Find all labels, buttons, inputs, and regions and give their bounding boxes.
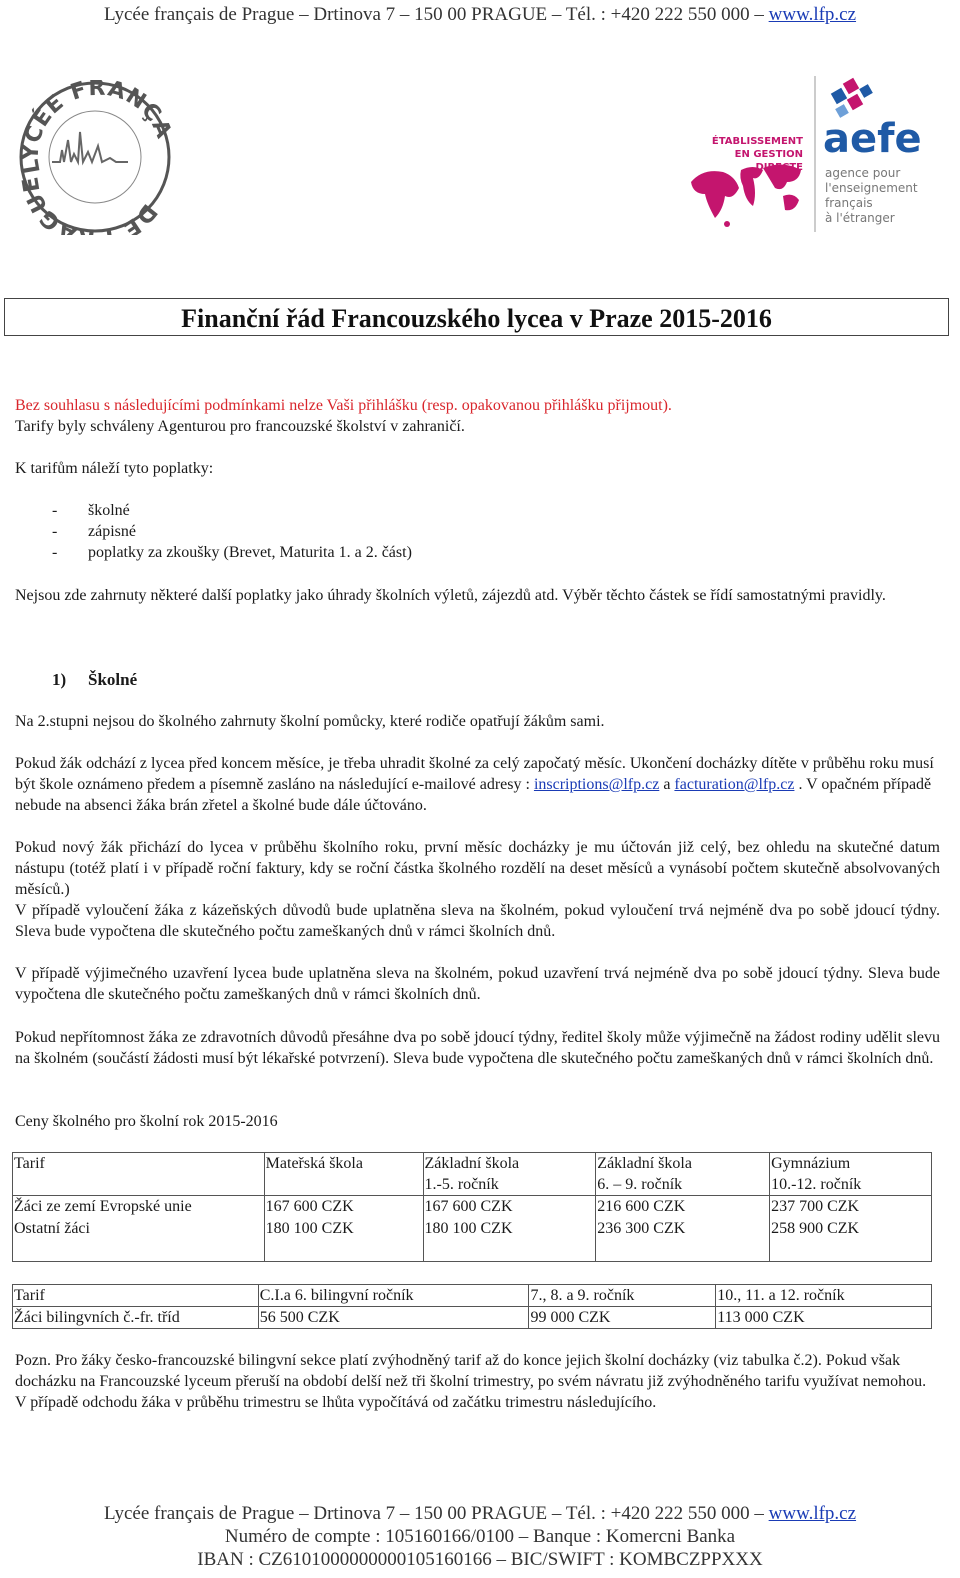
table-cell: 167 600 CZK <box>423 1196 596 1218</box>
table-header-cell: 10., 11. a 12. ročník <box>716 1285 932 1307</box>
table-cell: 180 100 CZK <box>423 1218 596 1262</box>
table-header-cell: Tarif <box>13 1285 259 1307</box>
paragraph-leaving <box>15 753 940 816</box>
table-header-row <box>13 1285 932 1307</box>
table-header-cell: Gymnázium 10.-12. ročník <box>770 1153 932 1196</box>
section-label: Školné <box>88 670 138 689</box>
footer-website-link[interactable]: www.lfp.cz <box>768 1503 857 1524</box>
page-header <box>0 4 960 26</box>
aefe-squares-icon <box>831 78 873 118</box>
leaving-text-b: a <box>659 776 675 793</box>
table-cell: 180 100 CZK <box>264 1218 423 1262</box>
document-title: Finanční řád Francouzského lycea v Praze 2015-2016 <box>4 298 949 336</box>
prices-heading: Ceny školného pro školní rok 2015-2016 <box>15 1113 278 1130</box>
fee-dash: - <box>52 523 58 540</box>
fee-label: školné <box>88 502 130 519</box>
table-cell: 237 700 CZK <box>770 1196 932 1218</box>
aefe-etab-line1: ÉTABLISSEMENT <box>711 136 803 147</box>
page-footer <box>0 1502 960 1571</box>
table-cell: 167 600 CZK <box>264 1196 423 1218</box>
svg-text:LYCÉE FRANÇAIS <box>18 80 173 175</box>
aefe-sub1: agence pour <box>825 166 901 180</box>
paragraph-expulsion: V případě vyloučení žáka z kázeňských důvodů bude uplatněna sleva na školném, pokud vyloučení trvá nejméně dva po sobě jdoucí týdny. Sleva bude vypočtena dle skutečného počtu zameškaných dnů v rámci školních dnů. <box>15 902 940 940</box>
aefe-sub3: français <box>825 196 873 210</box>
table-header-cell: Mateřská škola <box>264 1153 423 1196</box>
leaving-text-a: Pokud žák odchází z lycea před koncem měsíce, je třeba uhradit školné za celý započatý měsíc. Ukončení docházky dítěte v průběhu roku musí být škole oznámeno předem a písemně zasláno na následující e-mailové adresy : <box>15 755 934 793</box>
table-row <box>13 1218 932 1262</box>
table-row <box>13 1196 932 1218</box>
table-cell: 236 300 CZK <box>596 1218 770 1262</box>
table-header-cell: C.I.a 6. bilingvní ročník <box>258 1285 529 1307</box>
section-heading <box>52 669 137 690</box>
logo-text-top: LYCÉE FRANÇ <box>18 80 167 176</box>
footer-line1 <box>0 1502 960 1525</box>
intro-approval: Tarify byly schváleny Agenturou pro francouzské školství v zahraničí. <box>15 418 465 435</box>
tuition-table <box>12 1152 932 1262</box>
logo-text-bottom: DE AGUE <box>18 174 162 235</box>
fee-item <box>52 500 130 521</box>
table-cell: 258 900 CZK <box>770 1218 932 1262</box>
table-cell: 99 000 CZK <box>529 1307 716 1329</box>
table-header-cell: Základní škola 6. – 9. ročník <box>596 1153 770 1196</box>
lfp-logo <box>18 80 173 235</box>
footer-bank-account: Numéro de compte : 105160166/0100 – Banque : Komercni Banka <box>224 1526 736 1547</box>
table-cell: Žáci bilingvních č.-fr. tříd <box>13 1307 259 1329</box>
aefe-brand: aefe <box>823 116 922 162</box>
footer-iban: IBAN : CZ6101000000000105160166 – BIC/SWIFT : KOMBCZPPXXX <box>197 1549 763 1570</box>
table-header-row <box>13 1153 932 1196</box>
table-cell: Ostatní žáci <box>13 1218 265 1262</box>
table-cell: 56 500 CZK <box>258 1307 529 1329</box>
fees-intro: K tarifům náleží tyto poplatky: <box>15 460 214 477</box>
fee-dash: - <box>52 502 58 519</box>
bilingual-tuition-table <box>12 1284 932 1329</box>
email-inscriptions-link[interactable]: inscriptions@lfp.cz <box>533 776 660 793</box>
fee-label: zápisné <box>88 523 136 540</box>
aefe-logo <box>683 72 923 237</box>
table-cell: Žáci ze zemí Evropské unie <box>13 1196 265 1218</box>
aefe-etab-line2: EN GESTION DIRECTE <box>734 149 803 173</box>
fee-dash: - <box>52 544 58 561</box>
table-cell: 216 600 CZK <box>596 1196 770 1218</box>
fee-label: poplatky za zkoušky (Brevet, Maturita 1. a 2. část) <box>88 544 412 561</box>
paragraph-supplies: Na 2.stupni nejsou do školného zahrnuty školní pomůcky, které rodiče opatřují žákům sami. <box>15 713 605 730</box>
leaving-text-c: . V opačném případě nebude na absenci žáka brán zřetel a školné bude dále účtováno. <box>15 776 932 814</box>
note-paragraph: Pozn. Pro žáky česko-francouzské bilingvní sekce platí zvýhodněný tarif až do konce jejich školní docházky (viz tabulka č.2). Pokud však docházku na Francouzské lyceum přeruší na období delší než tři školní trimestry, po svém návratu již zvýhodněného tarifu využívat nemohou. V případě odchodu žáka v průběhu trimestru se lhůta vypočítává od začátku trimestru následujícího. <box>15 1352 927 1411</box>
paragraph-closure: V případě výjimečného uzavření lycea bude uplatněna sleva na školném, pokud uzavření trvá nejméně dva po sobě jdoucí týdny. Sleva bude vypočtena dle skutečného počtu zameškaných dnů v rámci školních dnů. <box>15 965 940 1003</box>
table-cell: 113 000 CZK <box>716 1307 932 1329</box>
svg-text:DE PRAGUE <box>18 174 161 235</box>
paragraph-absence: Pokud nepřítomnost žáka ze zdravotních důvodů přesáhne dva po sobě jdoucí týdny, ředitel školy může výjimečně na žádost rodiny udělit slevu na školném (součástí žádosti musí být lékařské potvrzení). Sleva bude vypočtena dle skutečného počtu zameškaných dnů v rámci školních dnů. <box>15 1029 940 1067</box>
fee-item <box>52 542 412 563</box>
paragraph-new-student: Pokud nový žák přichází do lycea v průběhu školního roku, první měsíc docházky je mu účtován již celý, bez ohledu na skutečné datum nástupu (totéž platí i v případě roční faktury, kdy se roční částka školného rozdělí na deset měsíců a vynásobí počtem skutečně absolvovaných měsíců.) <box>15 839 940 898</box>
aefe-sub4: à l'étranger <box>825 211 895 225</box>
email-facturation-link[interactable]: facturation@lfp.cz <box>674 776 795 793</box>
header-text: Lycée français de Prague – Drtinova 7 – 150 00 PRAGUE – Tél. : +420 222 550 000 – <box>103 4 769 25</box>
table-header-cell: 7., 8. a 9. ročník <box>529 1285 716 1307</box>
table-row <box>13 1307 932 1329</box>
not-included-paragraph: Nejsou zde zahrnuty některé další poplatky jako úhrady školních výletů, zájezdů atd. Výběr těchto částek se řídí samostatnými pravidly. <box>15 587 886 604</box>
table-header-cell: Základní škola 1.-5. ročník <box>423 1153 596 1196</box>
fee-item <box>52 521 136 542</box>
section-number: 1) <box>52 670 67 689</box>
header-website-link[interactable]: www.lfp.cz <box>768 4 857 25</box>
table-header-cell: Tarif <box>13 1153 265 1196</box>
intro-warning: Bez souhlasu s následujícími podmínkami nelze Vaši přihlášku (resp. opakovanou přihlášku přijmout). <box>15 397 672 414</box>
footer-address: Lycée français de Prague – Drtinova 7 – 150 00 PRAGUE – Tél. : +420 222 550 000 – <box>103 1503 769 1524</box>
aefe-sub2: l'enseignement <box>825 181 918 195</box>
